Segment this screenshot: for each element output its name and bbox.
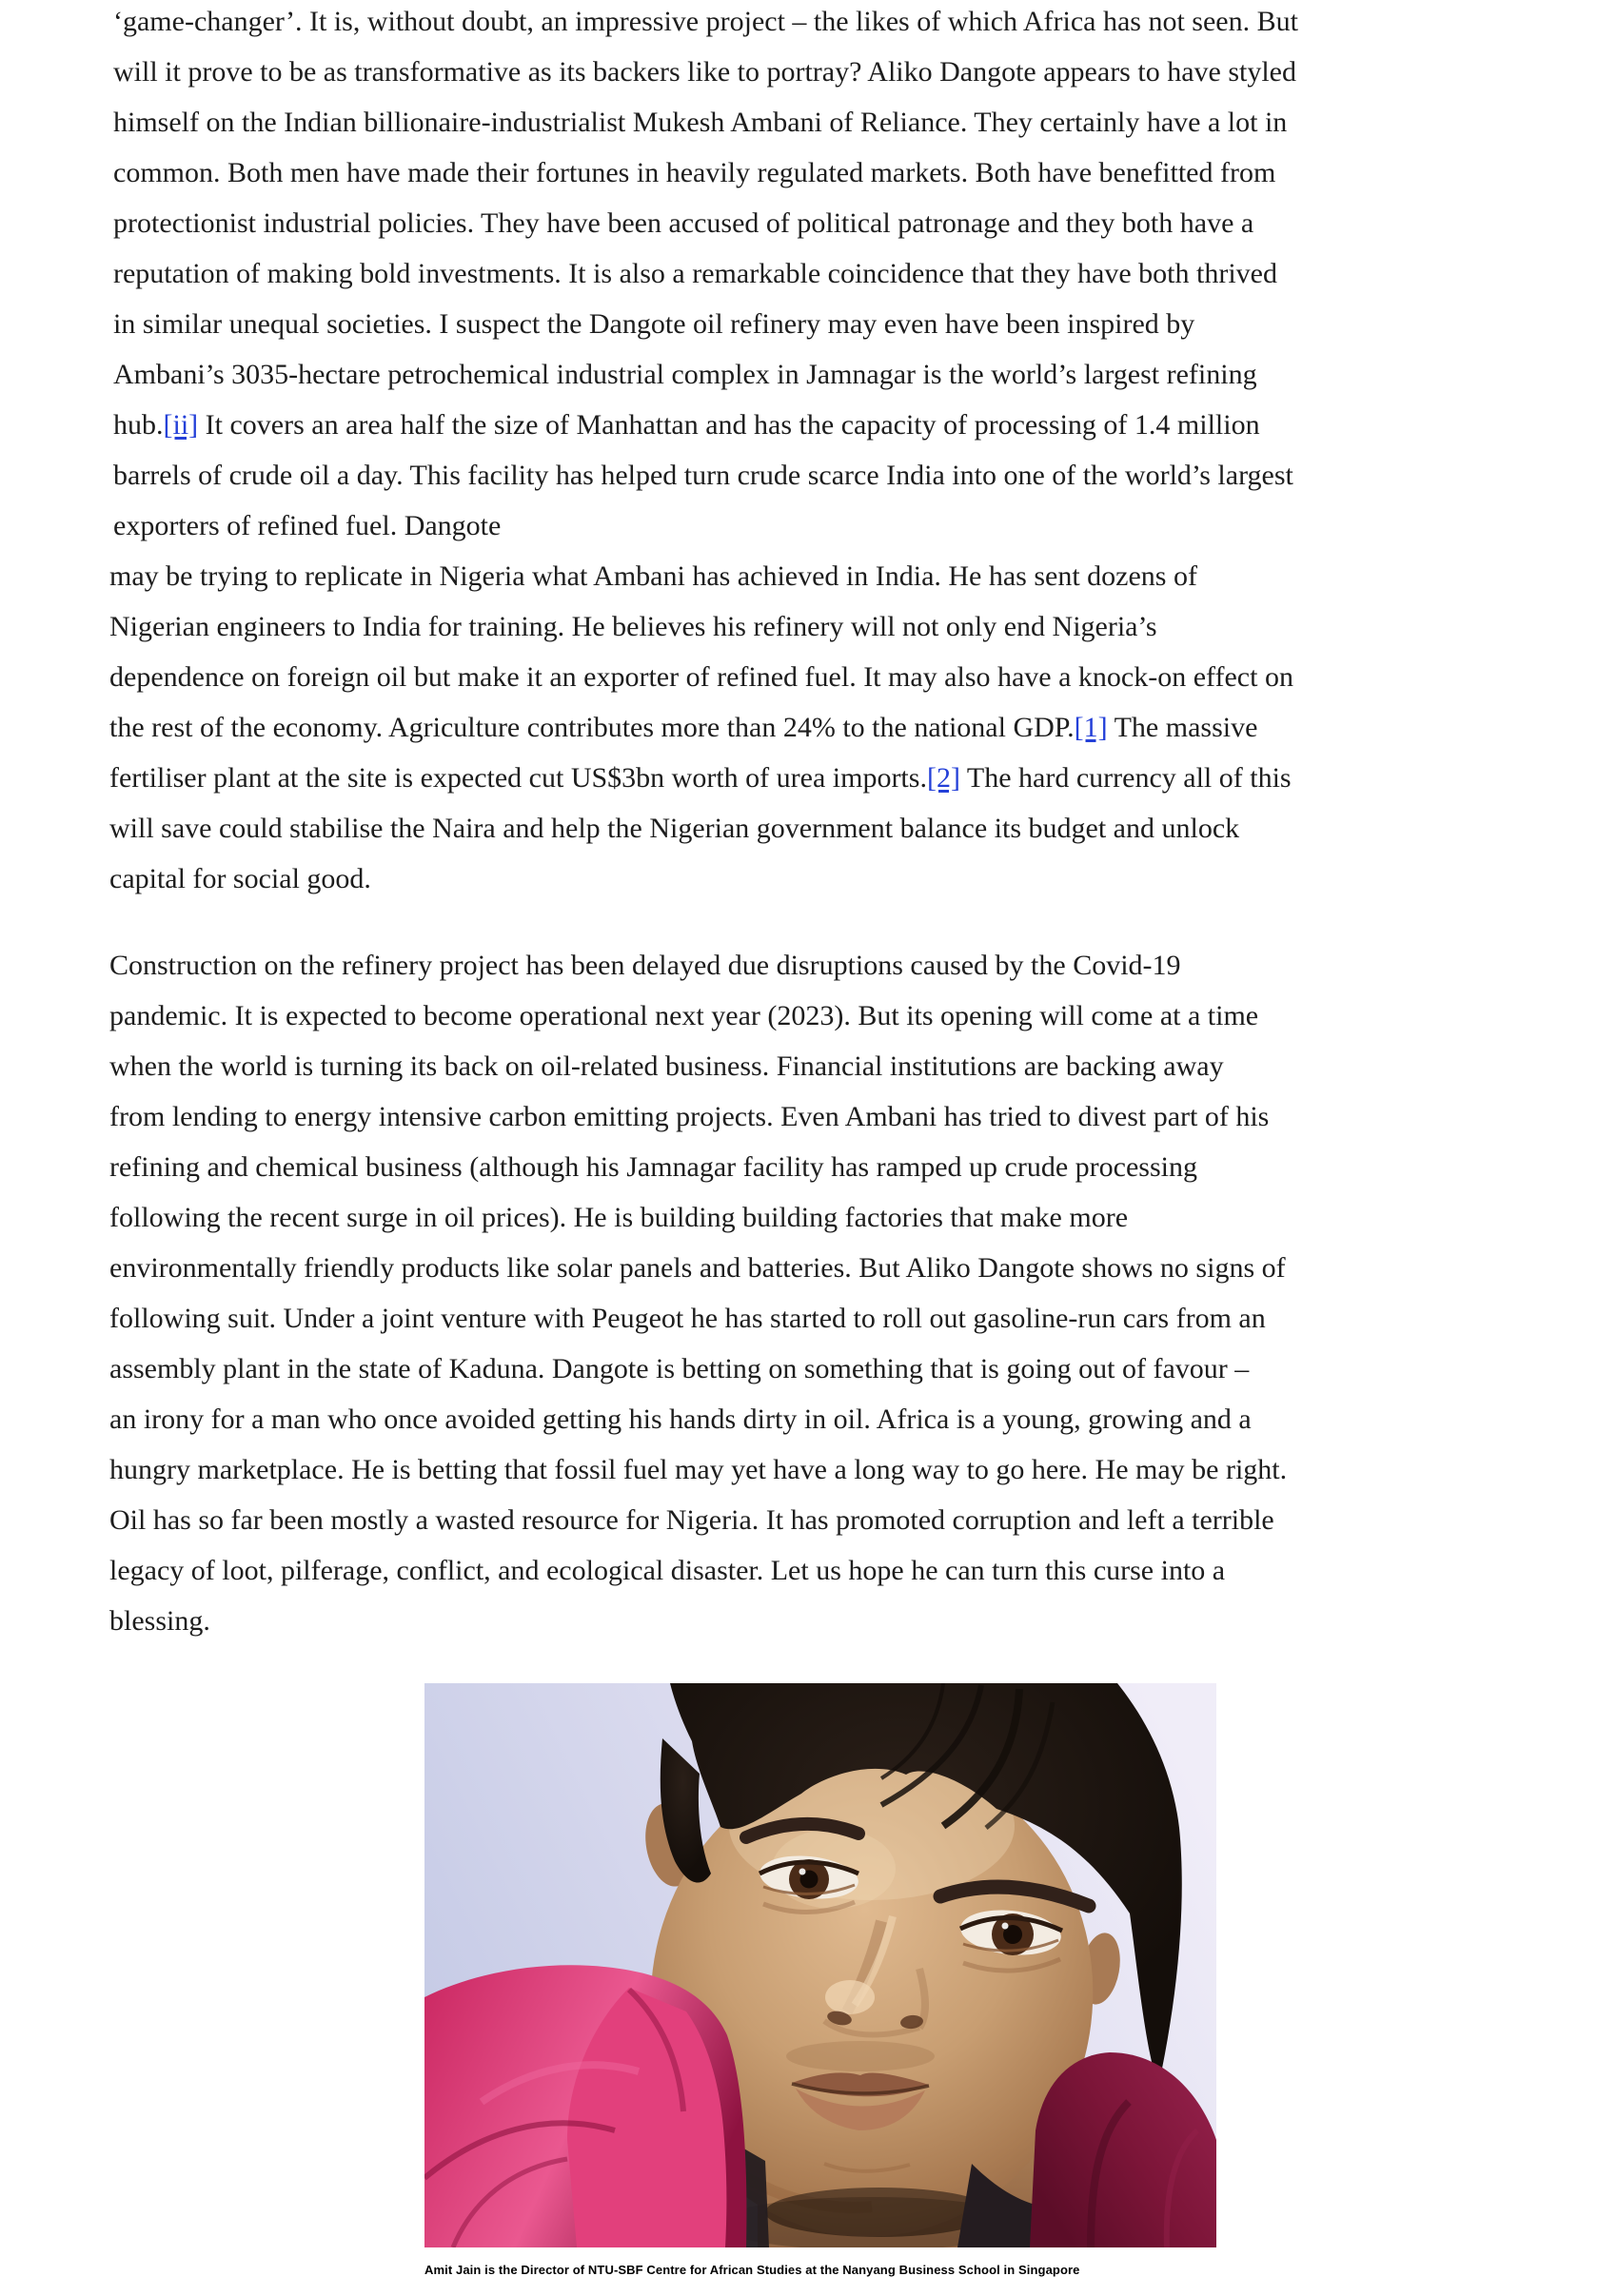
article-line: ‘game-changer’. It is, without doubt, an impressive project – the likes of which Africa has not seen. But [113, 6, 1298, 37]
article-line: Oil has so far been mostly a wasted resource for Nigeria. It has promoted corruption and left a terrible [109, 1504, 1274, 1536]
paragraph [109, 940, 1537, 1646]
footnote-link-2[interactable]: [2] [926, 762, 960, 794]
article-line: may be trying to replicate in Nigeria what Ambani has achieved in India. He has sent dozens of [109, 560, 1197, 592]
article-line: fertiliser plant at the site is expected cut US$3bn worth of urea imports.[2] The hard currency all of this [109, 762, 1292, 794]
article-line: following suit. Under a joint venture with Peugeot he has started to roll out gasoline-run cars from an [109, 1303, 1266, 1334]
photo-jacket-left-shape [424, 1965, 746, 2247]
article-line: Construction on the refinery project has been delayed due disruptions caused by the Covid-19 [109, 950, 1181, 981]
footnote-link-ii[interactable]: [ii] [163, 409, 199, 441]
article-line: following the recent surge in oil prices). He is building building factories that make more [109, 1202, 1129, 1233]
article-line: pandemic. It is expected to become operational next year (2023). But its opening will come at a time [109, 1000, 1259, 1031]
paragraph [109, 551, 1537, 904]
article-line: environmentally friendly products like solar panels and batteries. But Aliko Dangote shows no signs of [109, 1252, 1286, 1284]
article-line: will it prove to be as transformative as its backers like to portray? Aliko Dangote appears to have styled [113, 56, 1296, 88]
article-line: an irony for a man who once avoided getting his hands dirty in oil. Africa is a young, growing and a [109, 1403, 1252, 1435]
article-line: capital for social good. [109, 863, 371, 894]
article-line: Ambani’s 3035-hectare petrochemical industrial complex in Jamnagar is the world’s largest refining [113, 359, 1257, 390]
article-line: reputation of making bold investments. It is also a remarkable coincidence that they have both thrived [113, 258, 1277, 289]
article-line: hungry marketplace. He is betting that fossil fuel may yet have a long way to go here. He may be right. [109, 1454, 1288, 1485]
article-line: dependence on foreign oil but make it an exporter of refined fuel. It may also have a knock-on effect on [109, 661, 1293, 693]
article-line: protectionist industrial policies. They have been accused of political patronage and they both have a [113, 207, 1254, 239]
article-line: will save could stabilise the Naira and help the Nigerian government balance its budget and unlock [109, 813, 1240, 844]
article-line: hub.[ii] It covers an area half the size of Manhattan and has the capacity of processing of 1.4 million [113, 409, 1260, 441]
author-figure [424, 1683, 1216, 2277]
article-line: legacy of loot, pilferage, conflict, and ecological disaster. Let us hope he can turn this curse into a [109, 1555, 1226, 1586]
article-line: common. Both men have made their fortunes in heavily regulated markets. Both have benefitted from [113, 157, 1276, 188]
photo-caption: Amit Jain is the Director of NTU-SBF Centre for African Studies at the Nanyang Business School in Singapore [424, 2263, 1080, 2277]
article-line: when the world is turning its back on oil-related business. Financial institutions are backing away [109, 1050, 1224, 1082]
article-line: the rest of the economy. Agriculture contributes more than 24% to the national GDP.[1] The massive [109, 712, 1258, 743]
footnote-link-1[interactable]: [1] [1074, 712, 1108, 743]
article-line: assembly plant in the state of Kaduna. Dangote is betting on something that is going out of favour – [109, 1353, 1250, 1384]
article-line: barrels of crude oil a day. This facility has helped turn crude scarce India into one of the world’s largest [113, 460, 1293, 491]
author-photo [424, 1683, 1216, 2247]
article-line: himself on the Indian billionaire-industrialist Mukesh Ambani of Reliance. They certainly have a lot in [113, 107, 1288, 138]
article-line: from lending to energy intensive carbon emitting projects. Even Ambani has tried to divest part of his [109, 1101, 1270, 1132]
article-line: in similar unequal societies. I suspect the Dangote oil refinery may even have been inspired by [113, 308, 1195, 340]
article-line: exporters of refined fuel. Dangote [113, 510, 502, 541]
paragraph [113, 0, 1537, 551]
article-text [109, 0, 1537, 1646]
article-line: Nigerian engineers to India for training. He believes his refinery will not only end Nigeria’s [109, 611, 1157, 642]
article-line: refining and chemical business (although his Jamnagar facility has ramped up crude processing [109, 1151, 1197, 1183]
article-line: blessing. [109, 1605, 210, 1637]
